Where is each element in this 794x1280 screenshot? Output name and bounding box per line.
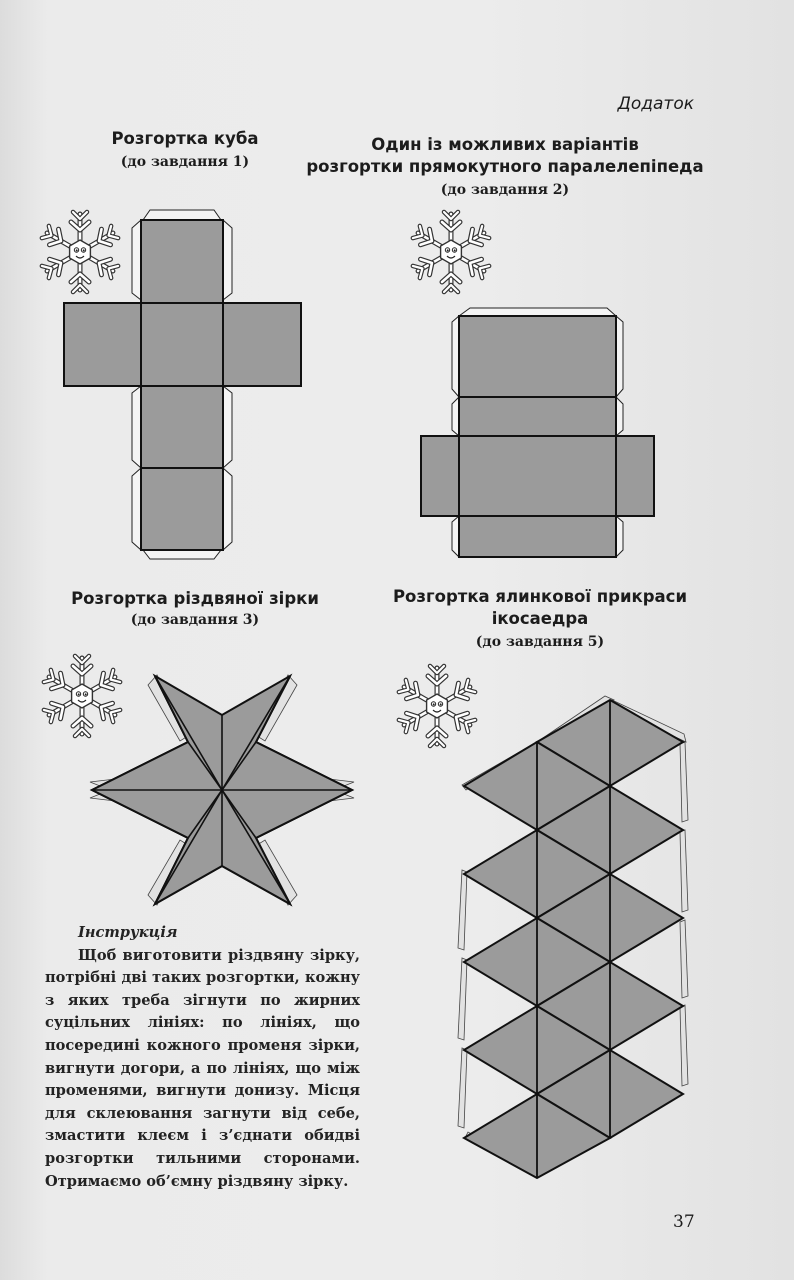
page-number: 37 (673, 1212, 695, 1232)
instruction-title: Інструкція (78, 924, 178, 941)
star-subtitle: (до завдання 3) (130, 612, 260, 628)
icosa-title-line2: ікосаедра (491, 609, 589, 628)
cube-subtitle: (до завдання 1) (120, 154, 250, 170)
star-title: Розгортка різдвяної зірки (71, 589, 319, 608)
box-subtitle: (до завдання 2) (440, 182, 570, 198)
box-title-line1: Один із можливих варіантів (371, 135, 639, 154)
instruction-body: Щоб виготовити різдвяну зірку, потрібні дві таких розгортки, кожну з яких треба зігнути по жирних суцільних лініях: по лініях, що посередині кожного променя зірки, вигнути догори, а по лініях, що між променями, вигнути донизу. Місця для склеювання загнути від себе, змастити клеєм і з’єднати обидві розгортки тильними сторонами. Отримаємо об’ємну різдвяну зірку. (45, 946, 360, 1190)
instruction-block (45, 922, 360, 1193)
icosa-title-line1: Розгортка ялинкової прикраси (392, 587, 688, 606)
cube-title: Розгортка куба (111, 129, 259, 148)
icosa-subtitle: (до завдання 5) (475, 634, 605, 650)
box-title-line2: розгортки прямокутного паралелепіпеда (306, 157, 704, 176)
running-head: Додаток (617, 94, 694, 114)
